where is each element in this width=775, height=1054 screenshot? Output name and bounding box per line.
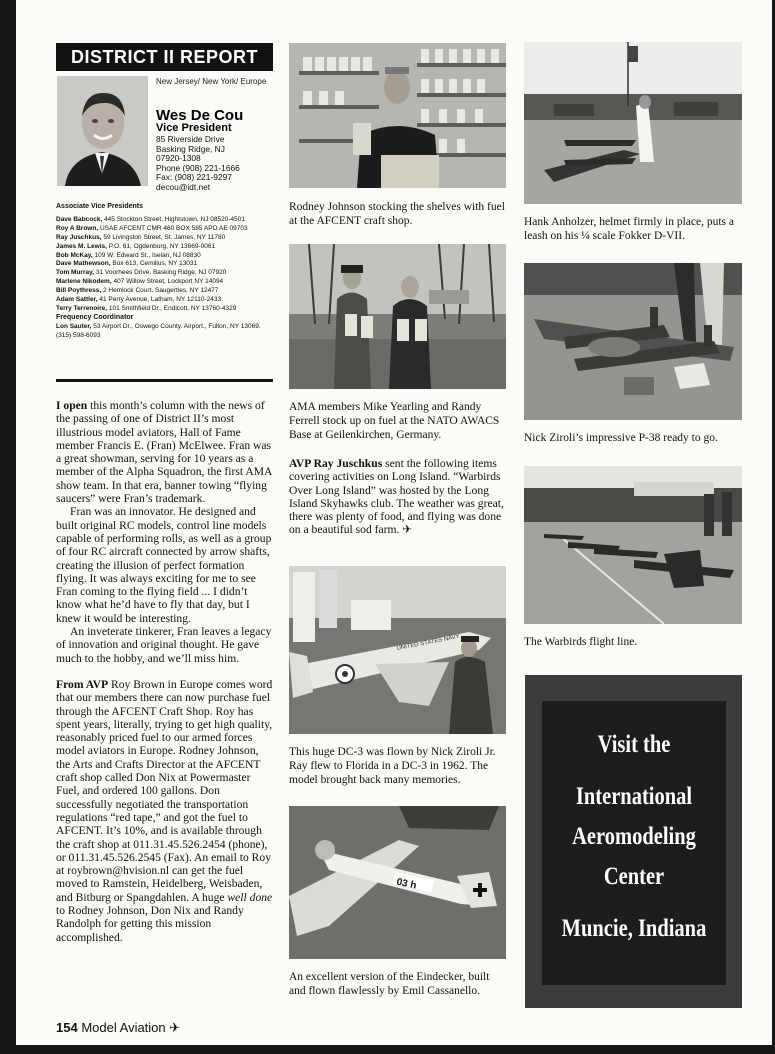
associate-entry: Dave Mathewson, Box 613, Cemillus, NY 13031 — [56, 260, 198, 268]
page-footer — [56, 1020, 180, 1036]
section-rule — [56, 379, 273, 382]
paragraph-3: An inveterate tinkerer, Fran leaves a legacy of innovation and original thought. He gave much to the hobby, and we’ll miss him. — [56, 625, 272, 665]
associate-entry: Bill Poythress, 2 Hemlock Court, Saugerties, NY 12477 — [56, 287, 219, 295]
ad-line-5: Muncie, Indiana — [561, 915, 707, 942]
associate-list — [56, 203, 274, 341]
photo-eindecker — [289, 806, 506, 959]
associate-entry: Tom Murray, 31 Voorhees Drive, Basking Ridge, NJ 07920 — [56, 269, 227, 277]
associate-entry: Ray Juschkus, 59 Livingston Street, St. James, NY 11780 — [56, 233, 226, 241]
photo-flight-line — [524, 466, 742, 624]
vp-title: Vice President — [156, 122, 232, 134]
associate-entry: James M. Lewis, P.O. 61, Ogdenburg, NY 13669-0061 — [56, 242, 216, 250]
magazine-page — [16, 0, 772, 1045]
associate-heading: Associate Vice Presidents — [56, 203, 144, 210]
photo-fokker — [524, 42, 742, 204]
coordinator-heading: Frequency Coordinator — [56, 313, 134, 321]
ad-line-3: Aeromodeling — [572, 823, 696, 850]
associate-entry: Bob McKay, 109 W. Edward St., Iselan, NJ 08830 — [56, 251, 201, 259]
airplane-icon: ✈ — [169, 1020, 181, 1035]
associate-entry: Terry Terrenoire, 101 Smithfield Dr., Endicott, NY 13760-4329 — [56, 304, 237, 312]
district-banner: DISTRICT II REPORT — [56, 43, 273, 71]
vp-fax: Fax: (908) 221-9297 — [156, 172, 232, 183]
paragraph-5: AVP Ray Juschkus sent the following items covering activities on Long Island. “Warbirds Over Long Island” was hosted by the Long Island Skyhawks club. The weather was great, there was plenty of food, and flying was done on a beautiful sod farm. ✈ — [289, 457, 504, 537]
ad-line-4: Center — [603, 863, 665, 890]
caption-dc3: This huge DC-3 was flown by Nick Ziroli Jr. Ray flew to Florida in a DC-3 in 1962. The model brought back many memories. — [289, 746, 496, 786]
photo-awacs-base — [289, 244, 506, 389]
region-label: New Jersey/ New York/ Europe — [156, 77, 267, 86]
vp-address1: 85 Riverside Drive — [156, 134, 225, 144]
photo-dc3 — [289, 566, 506, 734]
vp-contact — [156, 135, 240, 193]
vp-phone: Phone (908) 221-1666 — [156, 162, 240, 173]
caption-craft-shop: Rodney Johnson stocking the shelves with fuel at the AFCENT craft shop. — [289, 201, 505, 227]
vp-address2: Basking Ridge, NJ — [156, 143, 225, 154]
vp-portrait — [57, 76, 148, 186]
vp-email: decou@idt.net — [156, 181, 211, 192]
associate-entry: Dave Babcock, 445 Stockton Street, Hightstown, NJ 08520-4501 — [56, 215, 245, 223]
paragraph-2: Fran was an innovator. He designed and built original RC models, control line models capable of performing rolls, as well as a group of four RC aircraft connected by arrow shafts, creating the illusion of perfect formation flying. It was always exciting for me to see Fran coming to the flying field ... I didn’t know what he’d have to fly that day, but I knew it would be interesting. — [56, 505, 272, 625]
dc3-label: UNITED STATES NAVY — [396, 633, 461, 652]
aeromodeling-center-ad — [525, 675, 742, 1008]
paragraph-1: I open this month’s column with the news of the passing of one of District II’s most illustrious model aviators, Hall of Fame member Francis E. (Fran) McElwee. Fran was a great showman, serving for 10 years as a member of the Alpha Squadron, the first AMA show team. In that era, banner towing “flying saucers” were Fran’s trademark. — [56, 399, 272, 506]
end-mark-icon: ✈ — [402, 523, 413, 537]
photo-p38 — [524, 263, 742, 420]
vp-name: Wes De Cou — [156, 107, 244, 124]
ad-line-1: Visit the — [597, 731, 671, 758]
associate-entry: Adam Sattler, 41 Perry Avenue, Latham, NY 12110-2433 — [56, 296, 222, 304]
paragraph-4: From AVP Roy Brown in Europe comes word that our members there can now purchase fuel through the AFCENT Craft Shop. Roy has spent years, literally, trying to get high quality, reasonably priced fuel to our armed forces model aviators in Europe. Rodney Johnson, the Arts and Crafts Director at the AFCENT craft shop called Don Nix at Powermaster Fuel, and ordered 100 gallons. Don successfully negotiated the transportation regulations “red tape,” and got the fuel to AFCENT. It’s 10%, and is available through the craft shop at 011.31.45.526.2454 (phone), or 011.31.45.526.2545 (Fax). An email to Roy at roybrown@hvision.nl can get the fuel moved to Ramstein, Heidelberg, Weisbaden, and Bitburg or Spangdahlen. A huge well done to Rodney Johnson, Don Nix and Randy Randolph for getting this mission accomplished. — [56, 677, 273, 944]
ad-panel — [542, 701, 726, 985]
article-left-column — [56, 399, 274, 944]
ad-line-2: International — [575, 783, 693, 810]
caption-flight-line: The Warbirds flight line. — [524, 636, 638, 648]
caption-fokker: Hank Anholzer, helmet firmly in place, puts a leash on his ¼ scale Fokker D-VII. — [524, 216, 734, 242]
portrait-image — [57, 76, 148, 186]
associate-entry: Marlene Nikodem, 407 Willow Street, Lockport NY 14094 — [56, 278, 224, 286]
page-number: 154 — [56, 1020, 78, 1035]
caption-awacs-base: AMA members Mike Yearling and Randy Ferrell stock up on fuel at the NATO AWACS Base at Geilenkirchen, Germany. — [289, 401, 500, 441]
photo-craft-shop — [289, 43, 506, 188]
coordinator-entry: Lon Sauter, 53 Airport Dr., Oswego County. Airport., Fulton, NY 13069. (315) 598-6093 — [56, 322, 261, 339]
caption-eindecker: An excellent version of the Eindecker, built and flown flawlessly by Emil Cassanello. — [289, 971, 490, 997]
caption-p38: Nick Ziroli’s impressive P-38 ready to go. — [524, 432, 718, 444]
article-middle-column — [289, 457, 507, 537]
magazine-name: Model Aviation — [81, 1020, 166, 1035]
vp-zip: 07920-1308 — [156, 153, 201, 164]
eindecker-code: 03 h — [395, 876, 418, 892]
associate-entry: Roy A Brown, USAE AFCENT CMR 460 BOX 585 APO AE 09703 — [56, 224, 248, 232]
